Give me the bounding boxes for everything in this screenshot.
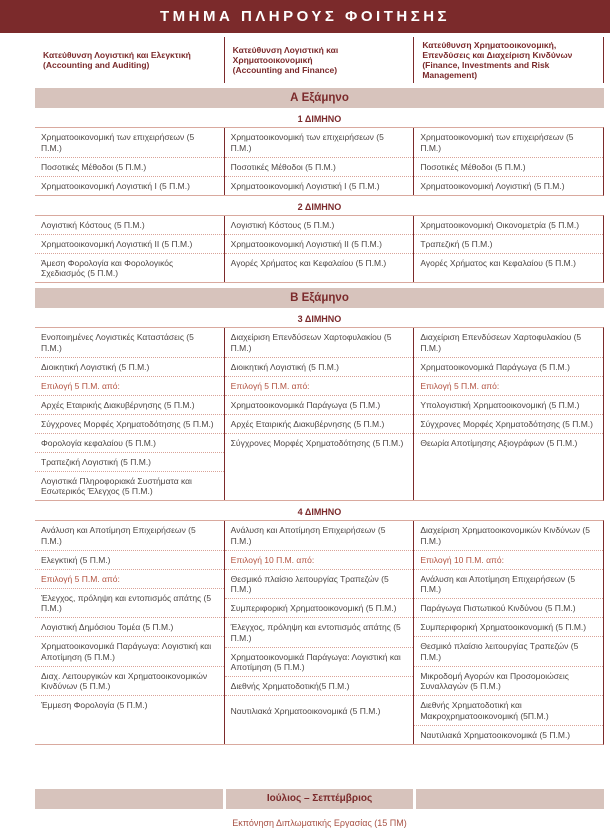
choice-cell: Επιλογή 5 Π.Μ. από: — [414, 377, 603, 396]
course-block — [35, 327, 604, 501]
course-cell: Χρηματοοικονομική Λογιστική ΙΙ (5 Π.Μ.) — [35, 235, 224, 254]
course-cell: Έλεγχος, πρόληψη και εντοπισμός απάτης (5 Π.Μ.) — [35, 589, 224, 619]
track-headers-row — [35, 37, 604, 83]
course-block — [35, 127, 604, 196]
choice-cell: Επιλογή 5 Π.Μ. από: — [35, 377, 224, 396]
course-cell: Ναυτιλιακά Χρηματοοικονομικά (5 Π.Μ.) — [420, 729, 571, 740]
course-cell: Διαχείριση Επενδύσεων Χαρτοφυλακίου (5 Π.Μ.) — [414, 328, 603, 358]
course-cell: Ποσοτικές Μέθοδοι (5 Π.Μ.) — [225, 158, 414, 177]
course-cell: Διεθνής Χρηματοδοτική(5 Π.Μ.) — [225, 677, 414, 696]
course-cell: Ναυτιλιακά Χρηματοοικονομικά (5 Π.Μ.) — [230, 706, 381, 717]
track-header-1 — [35, 37, 224, 83]
course-cell: Λογιστική Κόστους (5 Π.Μ.) — [35, 216, 224, 235]
course-cell: Υπολογιστική Χρηματοοικονομική (5 Π.Μ.) — [414, 396, 603, 415]
course-cell: Διαχ. Λειτουργικών και Χρηματοοικονομικών Κινδύνων (5 Π.Μ.) — [35, 667, 224, 697]
course-cell: Ελεγκτική (5 Π.Μ.) — [35, 551, 224, 570]
track-name: Κατεύθυνση Χρηματοοικονομική, Επενδύσεις και Διαχείριση Κινδύνων — [422, 40, 573, 61]
course-block — [35, 215, 604, 284]
semesters-container — [35, 88, 604, 745]
course-cell: Μικροδομή Αγορών και Προσομοιώσεις Συναλλαγών (5 Π.Μ.) — [414, 667, 603, 697]
track-column-1 — [35, 216, 224, 283]
track-column-1 — [35, 521, 224, 744]
semester-band — [35, 88, 604, 108]
footer-band-segment — [416, 789, 604, 809]
track-column-1 — [35, 128, 224, 195]
choice-cell: Επιλογή 10 Π.Μ. από: — [225, 551, 414, 570]
track-column-3 — [413, 128, 603, 195]
curriculum-table — [35, 37, 604, 828]
choice-cell: Επιλογή 5 Π.Μ. από: — [225, 377, 414, 396]
course-cell: Αγορές Χρήματος και Κεφαλαίου (5 Π.Μ.) — [420, 257, 576, 268]
footer-band — [35, 789, 604, 809]
course-cell: Θεσμικό πλαίσιο λειτουργίας Τραπεζών (5 Π.Μ.) — [225, 570, 414, 600]
course-cell: Παράγωγα Πιστωτικού Κινδύνου (5 Π.Μ.) — [414, 599, 603, 618]
semester-band — [35, 288, 604, 308]
course-cell: Αγορές Χρήματος και Κεφαλαίου (5 Π.Μ.) — [230, 257, 387, 268]
page-title: ΤΜΗΜΑ ΠΛΗΡΟΥΣ ΦΟΙΤΗΣΗΣ — [0, 0, 610, 33]
course-cell: Ποσοτικές Μέθοδοι (5 Π.Μ.) — [35, 158, 224, 177]
course-cell: Διεθνής Χρηματοδοτική και Μακροχρηματοοικονομική (5Π.Μ.) — [414, 696, 603, 726]
course-cell: Χρηματοοικονομικά Παράγωγα (5 Π.Μ.) — [225, 396, 414, 415]
course-cell: Λογιστική Δημόσιου Τομέα (5 Π.Μ.) — [35, 618, 224, 637]
course-cell: Σύγχρονες Μορφές Χρηματοδότησης (5 Π.Μ.) — [414, 415, 603, 434]
course-cell: Χρηματοοικονομική Λογιστική Ι (5 Π.Μ.) — [41, 180, 190, 191]
footer-band-label: Ιούλιος – Σεπτέμβριος — [266, 793, 373, 805]
track-header-2 — [224, 37, 414, 83]
track-column-2 — [224, 216, 414, 283]
course-cell: Σύγχρονες Μορφές Χρηματοδότησης (5 Π.Μ.) — [35, 415, 224, 434]
track-name: Κατεύθυνση Λογιστική και Ελεγκτική — [43, 50, 191, 61]
course-cell: Αρχές Εταιρικής Διακυβέρνησης (5 Π.Μ.) — [225, 415, 414, 434]
term-label: 4 ΔΙΜΗΝΟ — [297, 507, 342, 518]
term-label: 2 ΔΙΜΗΝΟ — [297, 201, 342, 212]
track-column-2 — [224, 328, 414, 500]
track-column-3 — [413, 328, 603, 500]
track-subtitle: (Accounting and Finance) — [232, 65, 338, 76]
course-cell: Διοικητική Λογιστική (5 Π.Μ.) — [225, 358, 414, 377]
track-column-3 — [413, 521, 603, 744]
course-cell: Ανάλυση και Αποτίμηση Επιχειρήσεων (5 Π.Μ.) — [414, 570, 603, 600]
course-cell: Λογιστικά Πληροφοριακά Συστήματα και Εσωτερικός Έλεγχος (5 Π.Μ.) — [41, 475, 192, 497]
footer-band-segment — [226, 789, 414, 809]
course-cell: Χρηματοοικονομικά Παράγωγα (5 Π.Μ.) — [414, 358, 603, 377]
course-cell: Έλεγχος, πρόληψη και εντοπισμός απάτης (5 Π.Μ.) — [225, 618, 414, 648]
course-cell: Τραπεζική (5 Π.Μ.) — [414, 235, 603, 254]
course-cell: Ανάλυση και Αποτίμηση Επιχειρήσεων (5 Π.Μ.) — [35, 521, 224, 551]
track-column-2 — [224, 128, 414, 195]
course-cell: Ανάλυση και Αποτίμηση Επιχειρήσεων (5 Π.Μ.) — [225, 521, 414, 551]
course-cell: Αρχές Εταιρικής Διακυβέρνησης (5 Π.Μ.) — [35, 396, 224, 415]
choice-cell: Επιλογή 10 Π.Μ. από: — [414, 551, 603, 570]
course-cell: Ποσοτικές Μέθοδοι (5 Π.Μ.) — [414, 158, 603, 177]
course-cell: Διοικητική Λογιστική (5 Π.Μ.) — [35, 358, 224, 377]
course-cell: Έμμεση Φορολογία (5 Π.Μ.) — [41, 700, 148, 711]
course-cell: Θεωρία Αποτίμησης Αξιογράφων (5 Π.Μ.) — [420, 437, 578, 448]
track-name: Κατεύθυνση Λογιστική και Χρηματοοικονομική — [232, 45, 339, 66]
course-cell: Φορολογία κεφαλαίου (5 Π.Μ.) — [35, 434, 224, 453]
track-header-3 — [413, 37, 603, 83]
choice-cell: Επιλογή 5 Π.Μ. από: — [35, 570, 224, 589]
course-cell: Χρηματοοικονομική των επιχειρήσεων (5 Π.Μ.) — [35, 128, 224, 158]
course-block — [35, 520, 604, 745]
footer-band-segment — [35, 789, 223, 809]
course-cell: Χρηματοοικονομική Λογιστική Ι (5 Π.Μ.) — [230, 180, 380, 191]
track-subtitle: (Finance, Investments and Risk Management) — [422, 60, 550, 81]
track-column-3 — [413, 216, 603, 283]
term-label: 1 ΔΙΜΗΝΟ — [297, 114, 342, 125]
course-cell: Χρηματοοικονομική των επιχειρήσεων (5 Π.Μ.) — [414, 128, 603, 158]
course-cell: Συμπεριφορική Χρηματοοικονομική (5 Π.Μ.) — [414, 618, 603, 637]
course-cell: Ενοποιημένες Λογιστικές Καταστάσεις (5 Π.Μ.) — [35, 328, 224, 358]
semester-label: Α Εξάμηνο — [290, 92, 349, 105]
track-column-1 — [35, 328, 224, 500]
course-cell: Χρηματοοικονομική Λογιστική ΙΙ (5 Π.Μ.) — [225, 235, 414, 254]
term-label: 3 ΔΙΜΗΝΟ — [297, 314, 342, 325]
course-cell: Χρηματοοικονομικά Παράγωγα: Λογιστική και Αποτίμηση (5 Π.Μ.) — [225, 648, 414, 678]
course-cell: Χρηματοοικονομική Οικονομετρία (5 Π.Μ.) — [414, 216, 603, 235]
track-subtitle: (Accounting and Auditing) — [43, 60, 150, 71]
course-cell: Διαχείριση Επενδύσεων Χαρτοφυλακίου (5 Π.Μ.) — [225, 328, 414, 358]
course-cell: Χρηματοοικονομική Λογιστική (5 Π.Μ.) — [420, 180, 565, 191]
semester-label: Β Εξάμηνο — [290, 292, 349, 305]
course-cell: Συμπεριφορική Χρηματοοικονομική (5 Π.Μ.) — [225, 599, 414, 618]
course-cell: Χρηματοοικονομικά Παράγωγα: Λογιστική και Αποτίμηση (5 Π.Μ.) — [35, 637, 224, 667]
course-cell: Άμεση Φορολογία και Φορολογικός Σχεδιασμός (5 Π.Μ.) — [41, 257, 174, 279]
course-cell: Διαχείριση Χρηματοοικονομικών Κινδύνων (5 Π.Μ.) — [414, 521, 603, 551]
track-column-2 — [224, 521, 414, 744]
course-cell: Λογιστική Κόστους (5 Π.Μ.) — [225, 216, 414, 235]
thesis-note: Εκπόνηση Διπλωματικής Εργασίας (15 ΠΜ) — [232, 817, 407, 828]
course-cell: Χρηματοοικονομική των επιχειρήσεων (5 Π.Μ.) — [225, 128, 414, 158]
course-cell: Τραπεζική Λογιστική (5 Π.Μ.) — [35, 453, 224, 472]
course-cell: Σύγχρονες Μορφές Χρηματοδότησης (5 Π.Μ.) — [230, 437, 404, 448]
course-cell: Θεσμικό πλαίσιο λειτουργίας Τραπεζών (5 Π.Μ.) — [414, 637, 603, 667]
